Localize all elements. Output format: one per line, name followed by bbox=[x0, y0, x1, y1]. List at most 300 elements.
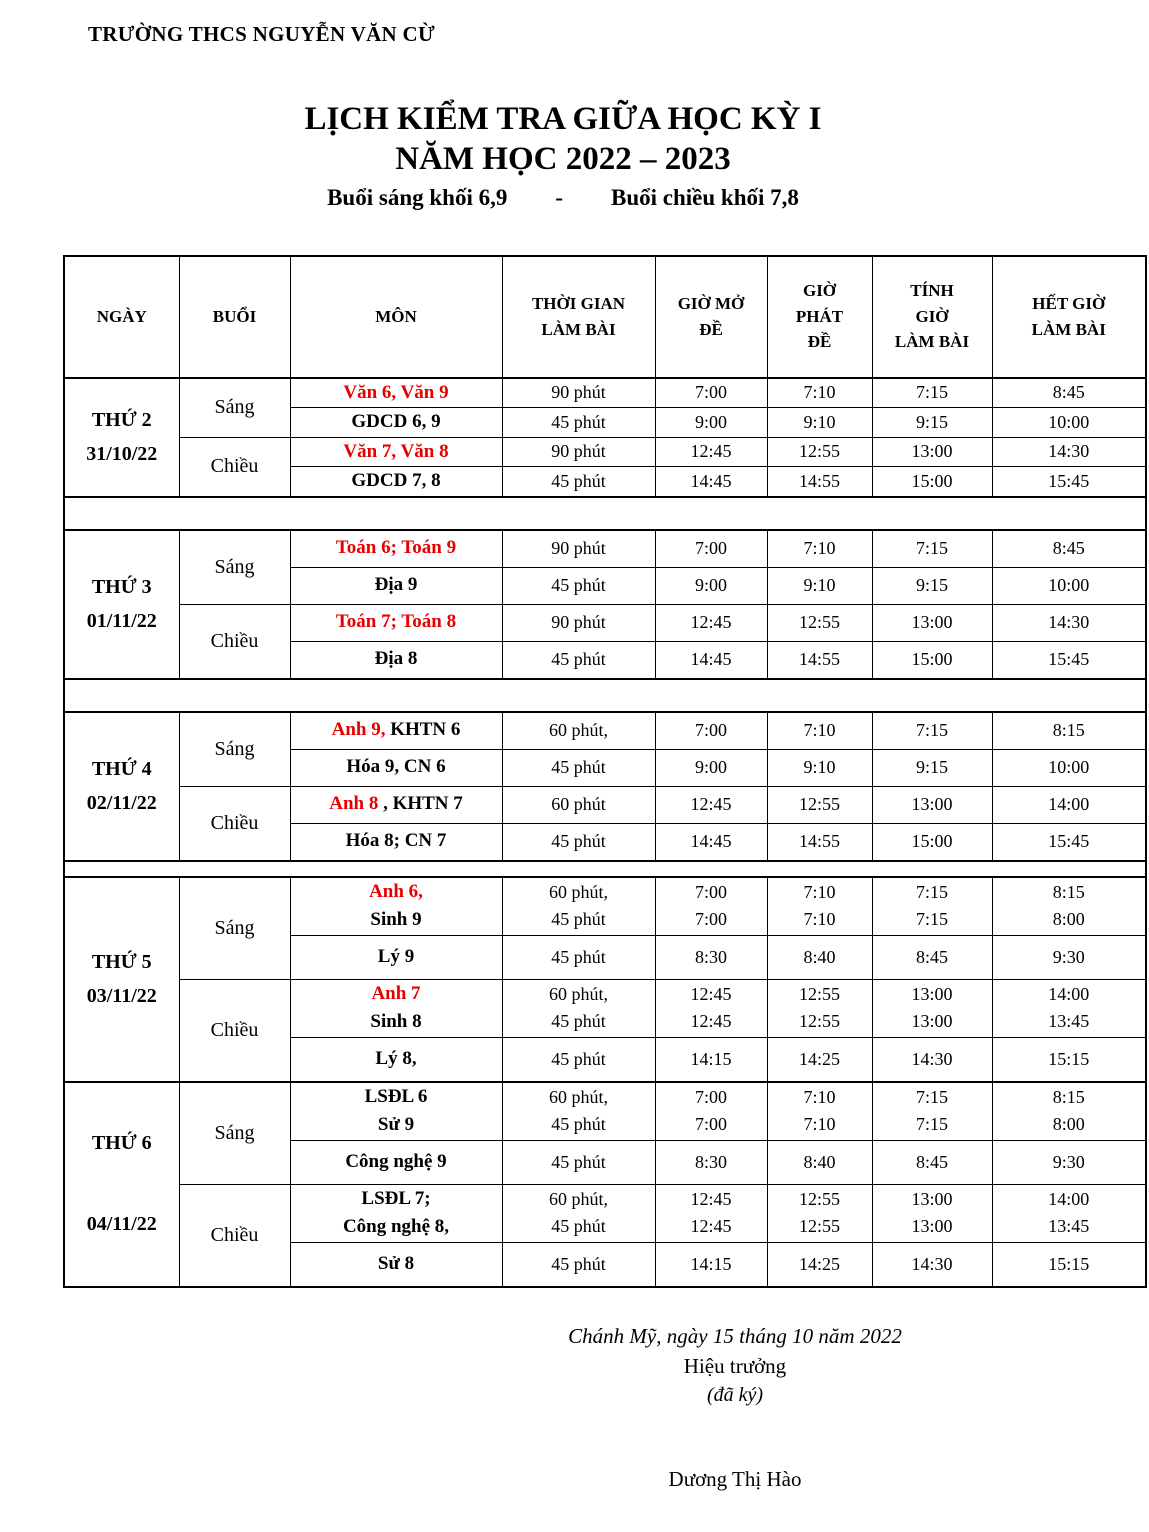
day-name: THỨ 3 bbox=[91, 575, 152, 598]
end-time-cell-line: 15:45 bbox=[1048, 649, 1090, 669]
day-cell bbox=[64, 877, 179, 1082]
document-title-line2: NĂM HỌC 2022 – 2023 bbox=[395, 141, 731, 178]
subject-cell bbox=[290, 408, 502, 438]
duration-cell-line: 45 phút bbox=[551, 909, 606, 929]
table-body bbox=[64, 378, 1146, 1287]
column-header-buoi: BUỔI bbox=[179, 256, 290, 378]
start-time-cell-line: 7:15 bbox=[915, 538, 948, 558]
handout-time-cell bbox=[767, 786, 872, 823]
subject-text: Sử 8 bbox=[377, 1252, 415, 1274]
start-time-cell bbox=[872, 935, 992, 979]
end-time-cell-line: 10:00 bbox=[1048, 757, 1090, 777]
duration-cell-line: 45 phút bbox=[551, 757, 606, 777]
start-time-cell-line: 13:00 bbox=[911, 612, 953, 632]
end-time-cell-line: 14:00 bbox=[1048, 794, 1090, 814]
duration-cell bbox=[502, 437, 655, 467]
duration-cell bbox=[502, 567, 655, 604]
start-time-cell bbox=[872, 823, 992, 861]
duration-cell bbox=[502, 786, 655, 823]
end-time-cell bbox=[992, 979, 1146, 1037]
open-time-cell bbox=[655, 712, 767, 750]
handout-time-cell-line: 12:55 bbox=[798, 441, 840, 462]
day-date: 31/10/22 bbox=[86, 442, 158, 465]
end-time-cell bbox=[992, 641, 1146, 679]
subject-cell bbox=[290, 786, 502, 823]
end-time-cell bbox=[992, 1184, 1146, 1242]
end-time-cell bbox=[992, 530, 1146, 568]
duration-cell bbox=[502, 408, 655, 438]
table-header bbox=[64, 256, 1146, 378]
handout-time-cell bbox=[767, 408, 872, 438]
session-cell: Chiều bbox=[179, 979, 290, 1082]
handout-time-cell-line: 8:40 bbox=[803, 946, 836, 967]
end-time-cell bbox=[992, 1037, 1146, 1082]
document-title-line1: LỊCH KIỂM TRA GIỮA HỌC KỲ I bbox=[304, 101, 822, 137]
open-time-cell-line: 7:00 bbox=[694, 882, 727, 902]
open-time-cell bbox=[655, 877, 767, 936]
duration-cell-line: 60 phút, bbox=[548, 1087, 608, 1107]
subject-cell bbox=[290, 1140, 502, 1184]
subject-line bbox=[293, 467, 500, 496]
subject-cell bbox=[290, 641, 502, 679]
open-time-cell bbox=[655, 530, 767, 568]
session-cell: Sáng bbox=[179, 378, 290, 438]
subject-text: Lý 9 bbox=[377, 945, 415, 967]
spacer-row bbox=[64, 861, 1146, 877]
start-time-cell-line: 8:45 bbox=[915, 1151, 948, 1172]
session-note-morning: Buổi sáng khối 6,9 bbox=[327, 184, 508, 210]
column-header-gio-phat-de: GIỜ PHÁT ĐỀ bbox=[767, 256, 872, 378]
subject-text: Sinh 9 bbox=[370, 909, 422, 930]
handout-time-cell bbox=[767, 1140, 872, 1184]
subject-cell bbox=[290, 604, 502, 641]
column-header-thoi-gian-lam-bai: THỜI GIAN LÀM BÀI bbox=[502, 256, 655, 378]
open-time-cell-line: 8:30 bbox=[694, 946, 727, 967]
open-time-cell-line: 14:15 bbox=[690, 1048, 732, 1069]
end-time-cell-line: 8:15 bbox=[1052, 720, 1085, 740]
place-date-line: Chánh Mỹ, ngày 15 tháng 10 năm 2022 bbox=[568, 1323, 902, 1348]
duration-cell bbox=[502, 1140, 655, 1184]
subject-cell bbox=[290, 823, 502, 861]
day-name: THỨ 5 bbox=[91, 950, 152, 973]
handout-time-cell-line: 12:55 bbox=[798, 1011, 840, 1031]
start-time-cell bbox=[872, 604, 992, 641]
duration-cell-line: 60 phút, bbox=[548, 720, 608, 740]
subject-red-text: Anh 9, bbox=[331, 719, 386, 741]
end-time-cell-line: 8:00 bbox=[1052, 909, 1085, 929]
table-row bbox=[64, 1184, 1146, 1242]
open-time-cell-line: 9:00 bbox=[694, 575, 727, 595]
end-time-cell bbox=[992, 408, 1146, 438]
exam-schedule-table bbox=[63, 255, 1147, 1288]
end-time-cell bbox=[992, 712, 1146, 750]
subject-text: , KHTN 7 bbox=[378, 793, 463, 815]
spacer-row bbox=[64, 679, 1146, 712]
start-time-cell-line: 7:15 bbox=[915, 720, 948, 740]
subject-cell bbox=[290, 712, 502, 750]
subject-cell bbox=[290, 530, 502, 568]
duration-cell-line: 45 phút bbox=[551, 1011, 606, 1031]
open-time-cell bbox=[655, 1082, 767, 1141]
duration-cell-line: 45 phút bbox=[551, 411, 606, 432]
duration-cell bbox=[502, 823, 655, 861]
subject-red-text: Văn 6, Văn 9 bbox=[343, 381, 449, 403]
day-cell bbox=[64, 712, 179, 861]
duration-cell-line: 60 phút, bbox=[548, 882, 608, 902]
session-cell: Chiều bbox=[179, 604, 290, 679]
subject-cell bbox=[290, 935, 502, 979]
table-row bbox=[64, 1082, 1146, 1141]
end-time-cell bbox=[992, 823, 1146, 861]
subject-red-text: Anh 7 bbox=[371, 982, 421, 1004]
subject-line bbox=[293, 943, 500, 972]
end-time-cell bbox=[992, 1140, 1146, 1184]
handout-time-cell-line: 7:10 bbox=[803, 882, 836, 902]
open-time-cell-line: 12:45 bbox=[690, 1189, 732, 1209]
start-time-cell-line: 9:15 bbox=[915, 411, 948, 432]
open-time-cell-line: 7:00 bbox=[694, 382, 727, 403]
end-time-cell bbox=[992, 749, 1146, 786]
open-time-cell bbox=[655, 408, 767, 438]
end-time-cell-line: 9:30 bbox=[1052, 946, 1085, 967]
day-name: THỨ 6 bbox=[91, 1132, 152, 1154]
open-time-cell-line: 14:45 bbox=[690, 831, 732, 851]
start-time-cell bbox=[872, 749, 992, 786]
handout-time-cell bbox=[767, 1242, 872, 1287]
start-time-cell-line: 13:00 bbox=[911, 441, 953, 462]
handout-time-cell-line: 7:10 bbox=[803, 909, 836, 929]
end-time-cell-line: 8:15 bbox=[1052, 882, 1085, 902]
open-time-cell bbox=[655, 935, 767, 979]
subject-line bbox=[293, 379, 500, 408]
start-time-cell-line: 15:00 bbox=[911, 470, 953, 491]
handout-time-cell bbox=[767, 712, 872, 750]
start-time-cell-line: 14:30 bbox=[911, 1253, 953, 1274]
start-time-cell bbox=[872, 378, 992, 408]
day-name: THỨ 4 bbox=[91, 757, 152, 780]
duration-cell bbox=[502, 877, 655, 936]
end-time-cell-line: 15:15 bbox=[1048, 1048, 1090, 1069]
duration-cell bbox=[502, 1242, 655, 1287]
duration-cell bbox=[502, 467, 655, 497]
duration-cell bbox=[502, 979, 655, 1037]
start-time-cell-line: 15:00 bbox=[911, 649, 953, 669]
subject-line bbox=[293, 906, 500, 935]
end-time-cell bbox=[992, 935, 1146, 979]
open-time-cell-line: 12:45 bbox=[690, 612, 732, 632]
subject-line bbox=[293, 571, 500, 600]
open-time-cell bbox=[655, 567, 767, 604]
duration-cell-line: 45 phút bbox=[551, 1253, 606, 1274]
day-date: 04/11/22 bbox=[86, 1213, 157, 1235]
end-time-cell bbox=[992, 604, 1146, 641]
subject-line bbox=[293, 408, 500, 437]
open-time-cell-line: 14:45 bbox=[690, 649, 732, 669]
handout-time-cell bbox=[767, 935, 872, 979]
duration-cell-line: 45 phút bbox=[551, 1114, 606, 1134]
end-time-cell bbox=[992, 378, 1146, 408]
subject-text: Công nghệ 8, bbox=[342, 1216, 450, 1237]
end-time-cell bbox=[992, 437, 1146, 467]
table-row bbox=[64, 604, 1146, 641]
duration-cell bbox=[502, 378, 655, 408]
handout-time-cell-line: 7:10 bbox=[803, 720, 836, 740]
handout-time-cell-line: 14:55 bbox=[798, 649, 840, 669]
subject-line bbox=[293, 1111, 500, 1140]
open-time-cell bbox=[655, 1037, 767, 1082]
subject-text: Hóa 8; CN 7 bbox=[345, 830, 447, 852]
start-time-cell-line: 9:15 bbox=[915, 575, 948, 595]
day-name: THỨ 2 bbox=[91, 408, 152, 431]
open-time-cell bbox=[655, 1140, 767, 1184]
start-time-cell bbox=[872, 530, 992, 568]
open-time-cell bbox=[655, 437, 767, 467]
open-time-cell-line: 12:45 bbox=[690, 794, 732, 814]
end-time-cell bbox=[992, 1082, 1146, 1141]
session-note bbox=[63, 185, 1063, 211]
duration-cell-line: 45 phút bbox=[551, 649, 606, 669]
subject-red-text: Anh 8 bbox=[329, 793, 379, 815]
duration-cell bbox=[502, 749, 655, 786]
duration-cell bbox=[502, 1037, 655, 1082]
start-time-cell bbox=[872, 641, 992, 679]
column-header-het-gio-lam-bai: HẾT GIỜ LÀM BÀI bbox=[992, 256, 1146, 378]
start-time-cell bbox=[872, 786, 992, 823]
subject-cell bbox=[290, 567, 502, 604]
subject-text: Hóa 9, CN 6 bbox=[346, 756, 446, 778]
session-cell: Chiều bbox=[179, 786, 290, 861]
title-block bbox=[63, 99, 1063, 211]
start-time-cell-line: 7:15 bbox=[915, 1114, 948, 1134]
start-time-cell-line: 13:00 bbox=[911, 1189, 953, 1209]
open-time-cell-line: 14:15 bbox=[690, 1253, 732, 1274]
handout-time-cell-line: 14:55 bbox=[798, 831, 840, 851]
handout-time-cell-line: 12:55 bbox=[798, 1216, 840, 1236]
start-time-cell-line: 7:15 bbox=[915, 882, 948, 902]
duration-cell-line: 60 phút, bbox=[548, 984, 608, 1004]
open-time-cell bbox=[655, 979, 767, 1037]
subject-text: KHTN 6 bbox=[385, 719, 461, 741]
end-time-cell-line: 8:45 bbox=[1052, 382, 1085, 403]
handout-time-cell bbox=[767, 378, 872, 408]
subject-line bbox=[293, 1148, 500, 1177]
start-time-cell-line: 7:15 bbox=[915, 909, 948, 929]
open-time-cell-line: 7:00 bbox=[694, 909, 727, 929]
handout-time-cell-line: 8:40 bbox=[803, 1151, 836, 1172]
subject-cell bbox=[290, 378, 502, 408]
open-time-cell-line: 9:00 bbox=[694, 757, 727, 777]
signer-role: Hiệu trưởng bbox=[683, 1353, 787, 1378]
spacer-cell bbox=[64, 497, 1146, 530]
end-time-cell-line: 14:00 bbox=[1048, 984, 1090, 1004]
column-header-mon: MÔN bbox=[290, 256, 502, 378]
handout-time-cell-line: 12:55 bbox=[798, 1189, 840, 1209]
subject-line bbox=[293, 716, 500, 745]
subject-line bbox=[293, 645, 500, 674]
open-time-cell bbox=[655, 823, 767, 861]
duration-cell-line: 45 phút bbox=[551, 831, 606, 851]
subject-line bbox=[293, 534, 500, 563]
subject-cell bbox=[290, 877, 502, 936]
day-cell bbox=[64, 1082, 179, 1287]
open-time-cell-line: 12:45 bbox=[690, 984, 732, 1004]
start-time-cell bbox=[872, 979, 992, 1037]
session-cell: Sáng bbox=[179, 530, 290, 605]
start-time-cell-line: 13:00 bbox=[911, 984, 953, 1004]
open-time-cell-line: 14:45 bbox=[690, 470, 732, 491]
start-time-cell-line: 7:15 bbox=[915, 1087, 948, 1107]
signed-note: (đã ký) bbox=[706, 1383, 764, 1406]
open-time-cell-line: 7:00 bbox=[694, 538, 727, 558]
open-time-cell bbox=[655, 1184, 767, 1242]
open-time-cell-line: 12:45 bbox=[690, 1011, 732, 1031]
end-time-cell-line: 9:30 bbox=[1052, 1151, 1085, 1172]
handout-time-cell bbox=[767, 567, 872, 604]
subject-text: GDCD 6, 9 bbox=[351, 411, 441, 432]
start-time-cell bbox=[872, 467, 992, 497]
end-time-cell bbox=[992, 786, 1146, 823]
table-row bbox=[64, 530, 1146, 568]
table-row bbox=[64, 712, 1146, 750]
duration-cell-line: 60 phút, bbox=[548, 1189, 608, 1209]
handout-time-cell bbox=[767, 823, 872, 861]
duration-cell-line: 90 phút bbox=[551, 538, 606, 558]
subject-text: Sử 9 bbox=[377, 1114, 415, 1135]
duration-cell bbox=[502, 604, 655, 641]
duration-cell bbox=[502, 1184, 655, 1242]
subject-line bbox=[293, 438, 500, 467]
start-time-cell-line: 9:15 bbox=[915, 757, 948, 777]
day-date: 02/11/22 bbox=[86, 791, 157, 814]
end-time-cell-line: 13:45 bbox=[1048, 1216, 1090, 1236]
end-time-cell-line: 15:45 bbox=[1048, 470, 1090, 491]
duration-cell-line: 90 phút bbox=[551, 441, 606, 462]
start-time-cell-line: 13:00 bbox=[911, 794, 953, 814]
handout-time-cell bbox=[767, 1037, 872, 1082]
subject-red-text: Toán 6; Toán 9 bbox=[335, 537, 457, 559]
table-row bbox=[64, 786, 1146, 823]
open-time-cell bbox=[655, 641, 767, 679]
subject-red-text: Toán 7; Toán 8 bbox=[335, 611, 457, 633]
duration-cell-line: 45 phút bbox=[551, 1216, 606, 1236]
column-header-tinh-gio-lam-bai: TÍNH GIỜ LÀM BÀI bbox=[872, 256, 992, 378]
subject-line bbox=[293, 1250, 500, 1279]
subject-line bbox=[293, 1008, 500, 1037]
subject-line bbox=[293, 1185, 500, 1214]
end-time-cell-line: 8:00 bbox=[1052, 1114, 1085, 1134]
day-date: 01/11/22 bbox=[86, 609, 157, 632]
spacer-row bbox=[64, 497, 1146, 530]
handout-time-cell-line: 9:10 bbox=[803, 411, 836, 432]
subject-text: LSĐL 7; bbox=[361, 1187, 431, 1209]
session-cell: Chiều bbox=[179, 437, 290, 497]
session-cell: Sáng bbox=[179, 1082, 290, 1185]
duration-cell-line: 60 phút bbox=[551, 794, 606, 814]
handout-time-cell-line: 14:25 bbox=[798, 1253, 840, 1274]
open-time-cell-line: 9:00 bbox=[694, 411, 727, 432]
handout-time-cell bbox=[767, 467, 872, 497]
subject-text: LSĐL 6 bbox=[364, 1085, 428, 1107]
handout-time-cell bbox=[767, 641, 872, 679]
handout-time-cell bbox=[767, 1184, 872, 1242]
subject-cell bbox=[290, 1082, 502, 1141]
start-time-cell bbox=[872, 712, 992, 750]
handout-time-cell-line: 14:55 bbox=[798, 470, 840, 491]
handout-time-cell bbox=[767, 1082, 872, 1141]
subject-line bbox=[293, 608, 500, 637]
open-time-cell-line: 7:00 bbox=[694, 1087, 727, 1107]
duration-cell bbox=[502, 712, 655, 750]
table-row bbox=[64, 979, 1146, 1037]
handout-time-cell-line: 7:10 bbox=[803, 382, 836, 403]
session-cell: Sáng bbox=[179, 877, 290, 980]
subject-text: Công nghệ 9 bbox=[345, 1150, 447, 1172]
open-time-cell bbox=[655, 604, 767, 641]
start-time-cell bbox=[872, 1184, 992, 1242]
handout-time-cell-line: 12:55 bbox=[798, 794, 840, 814]
open-time-cell bbox=[655, 749, 767, 786]
subject-text: Lý 8, bbox=[375, 1047, 417, 1069]
open-time-cell bbox=[655, 467, 767, 497]
subject-cell bbox=[290, 437, 502, 467]
start-time-cell-line: 13:00 bbox=[911, 1216, 953, 1236]
end-time-cell-line: 13:45 bbox=[1048, 1011, 1090, 1031]
duration-cell-line: 45 phút bbox=[551, 1048, 606, 1069]
day-cell bbox=[64, 530, 179, 679]
session-cell: Sáng bbox=[179, 712, 290, 787]
subject-cell bbox=[290, 1037, 502, 1082]
end-time-cell-line: 10:00 bbox=[1048, 575, 1090, 595]
start-time-cell bbox=[872, 1140, 992, 1184]
end-time-cell bbox=[992, 877, 1146, 936]
duration-cell-line: 90 phút bbox=[551, 382, 606, 403]
end-time-cell-line: 15:45 bbox=[1048, 831, 1090, 851]
spacer-cell bbox=[64, 861, 1146, 877]
handout-time-cell bbox=[767, 604, 872, 641]
session-cell: Chiều bbox=[179, 1184, 290, 1287]
start-time-cell bbox=[872, 877, 992, 936]
handout-time-cell-line: 12:55 bbox=[798, 612, 840, 632]
signature-block bbox=[385, 1324, 1085, 1492]
end-time-cell-line: 14:30 bbox=[1048, 612, 1090, 632]
end-time-cell-line: 8:45 bbox=[1052, 538, 1085, 558]
subject-red-text: Anh 6, bbox=[369, 880, 423, 902]
start-time-cell bbox=[872, 1082, 992, 1141]
end-time-cell-line: 15:15 bbox=[1048, 1253, 1090, 1274]
duration-cell-line: 90 phút bbox=[551, 612, 606, 632]
day-date: 03/11/22 bbox=[86, 984, 157, 1007]
subject-line bbox=[293, 980, 500, 1009]
start-time-cell bbox=[872, 437, 992, 467]
end-time-cell-line: 10:00 bbox=[1048, 411, 1090, 432]
duration-cell-line: 45 phút bbox=[551, 575, 606, 595]
subject-text: Địa 9 bbox=[374, 574, 418, 596]
day-cell bbox=[64, 378, 179, 497]
start-time-cell bbox=[872, 567, 992, 604]
start-time-cell-line: 8:45 bbox=[915, 946, 948, 967]
start-time-cell bbox=[872, 1037, 992, 1082]
handout-time-cell-line: 9:10 bbox=[803, 575, 836, 595]
spacer-cell bbox=[64, 679, 1146, 712]
handout-time-cell-line: 14:25 bbox=[798, 1048, 840, 1069]
subject-text: Địa 8 bbox=[374, 648, 418, 670]
duration-cell-line: 45 phút bbox=[551, 1151, 606, 1172]
table-row bbox=[64, 437, 1146, 467]
column-header-ngay: NGÀY bbox=[64, 256, 179, 378]
start-time-cell bbox=[872, 408, 992, 438]
open-time-cell bbox=[655, 786, 767, 823]
duration-cell bbox=[502, 1082, 655, 1141]
